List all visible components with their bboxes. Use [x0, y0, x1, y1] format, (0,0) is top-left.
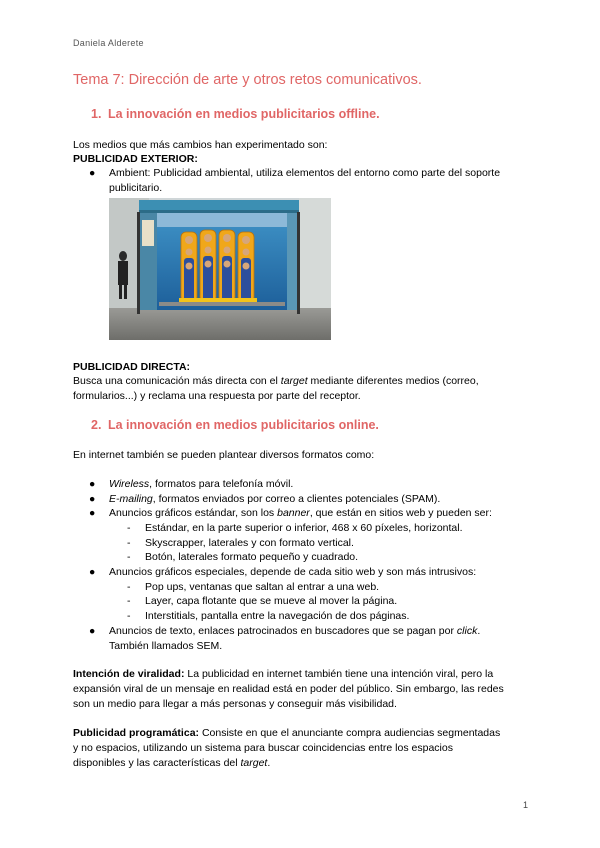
page-number: 1	[523, 800, 529, 810]
programatica-target-em: target	[240, 757, 268, 769]
dash-icon: -	[127, 551, 131, 563]
bullet-icon: ●	[89, 566, 96, 578]
bullet-icon: ●	[89, 507, 96, 519]
especiales-text: Anuncios gráficos especiales, depende de cada sitio web y son más intrusivos:	[109, 566, 477, 578]
bullet-icon: ●	[89, 167, 96, 179]
emailing-text: , formatos enviados por correo a clientes potenciales (SPAM).	[152, 493, 441, 505]
header-author: Daniela Alderete	[73, 38, 144, 48]
list-item-emailing	[89, 492, 527, 507]
bullet-icon: ●	[89, 625, 96, 637]
section2-heading-text: La innovación en medios publicitarios online.	[108, 418, 379, 432]
directa-target-em: target	[280, 375, 308, 387]
graficos-text-a: Anuncios gráficos estándar, son los	[109, 507, 278, 519]
viralidad-line3: son un medio para llegar a más personas y conseguir más visibilidad.	[73, 698, 397, 710]
ambient-text-line1: Ambient: Publicidad ambiental, utiliza elementos del entorno como parte del soporte	[109, 167, 501, 179]
list-item-wireless	[89, 477, 527, 492]
page-title: Tema 7: Dirección de arte y otros retos comunicativos.	[73, 72, 422, 88]
sub-item-text: Layer, capa flotante que se mueve al mover la página.	[145, 595, 398, 607]
viralidad-paragraph	[73, 667, 527, 712]
programatica-line1: Consiste en que el anunciante compra audiencias segmentadas	[199, 727, 501, 739]
directa-text-line2: formularios...) y reclama una respuesta por parte del receptor.	[73, 390, 361, 402]
section2-intro: En internet también se pueden plantear diversos formatos como:	[73, 449, 375, 461]
sub-item-skyscrapper	[127, 536, 527, 551]
list-item-texto	[89, 624, 527, 654]
viralidad-line2: expansión viral de un mensaje en realidad está en poder del público. Sin embargo, las redes	[73, 683, 504, 695]
texto-text-line2: También llamados SEM.	[109, 640, 223, 652]
programatica-paragraph	[73, 726, 527, 771]
sub-item-text: Skyscrapper, laterales y con formato vertical.	[145, 537, 354, 549]
bullet-icon: ●	[89, 478, 96, 490]
directa-label: PUBLICIDAD DIRECTA:	[73, 361, 191, 373]
list-item-graficos	[89, 506, 527, 521]
sub-item-popups	[127, 580, 527, 595]
exterior-label: PUBLICIDAD EXTERIOR:	[73, 153, 198, 165]
programatica-line3-a: disponibles y las características del	[73, 757, 241, 769]
programatica-line2: y no espacios, utilizando un sistema para buscar coincidencias entre los espacios	[73, 742, 453, 754]
sub-item-text: Botón, laterales formato pequeño y cuadrado.	[145, 551, 359, 563]
viralidad-line1: La publicidad en internet también tiene una intención viral, pero la	[184, 668, 494, 680]
dash-icon: -	[127, 537, 131, 549]
dash-icon: -	[127, 581, 131, 593]
programatica-label: Publicidad programática:	[73, 727, 200, 739]
sub-item-boton	[127, 550, 527, 565]
dash-icon: -	[127, 595, 131, 607]
texto-text-b: .	[477, 625, 481, 637]
sub-item-layer	[127, 594, 527, 609]
sub-item-interstitials	[127, 609, 527, 624]
dash-icon: -	[127, 522, 131, 534]
texto-click-em: click	[456, 625, 478, 637]
dash-icon: -	[127, 610, 131, 622]
section1-heading	[91, 107, 380, 121]
directa-text-a: Busca una comunicación más directa con el	[73, 375, 281, 387]
list-item-especiales	[89, 565, 527, 580]
texto-text-a: Anuncios de texto, enlaces patrocinados en buscadores que se pagan por	[109, 625, 457, 637]
section2-number: 2.	[91, 418, 102, 432]
ambient-advertising-photo	[109, 198, 331, 340]
graficos-text-b: , que están en sitios web y pueden ser:	[309, 507, 492, 519]
viralidad-label: Intención de viralidad:	[73, 668, 185, 680]
section1-intro: Los medios que más cambios han experimentado son:	[73, 139, 328, 151]
graficos-banner-em: banner	[277, 507, 310, 519]
wireless-em: Wireless	[109, 478, 150, 490]
list-item-ambient	[89, 166, 527, 196]
directa-paragraph	[73, 374, 527, 404]
sub-item-text: Pop ups, ventanas que saltan al entrar a una web.	[145, 581, 380, 593]
section2-heading	[91, 418, 379, 432]
programatica-line3-b: .	[267, 757, 271, 769]
sub-item-text: Estándar, en la parte superior o inferior, 468 x 60 píxeles, horizontal.	[145, 522, 463, 534]
directa-text-b: mediante diferentes medios (correo,	[307, 375, 479, 387]
bullet-icon: ●	[89, 493, 96, 505]
emailing-em: E-mailing	[109, 493, 153, 505]
section1-number: 1.	[91, 107, 102, 121]
wireless-text: , formatos para telefonía móvil.	[149, 478, 294, 490]
ambient-text-line2: publicitario.	[109, 182, 163, 194]
section1-heading-text: La innovación en medios publicitarios offline.	[108, 107, 380, 121]
sub-item-estandar	[127, 521, 527, 536]
sub-item-text: Interstitials, pantalla entre la navegación de dos páginas.	[145, 610, 410, 622]
